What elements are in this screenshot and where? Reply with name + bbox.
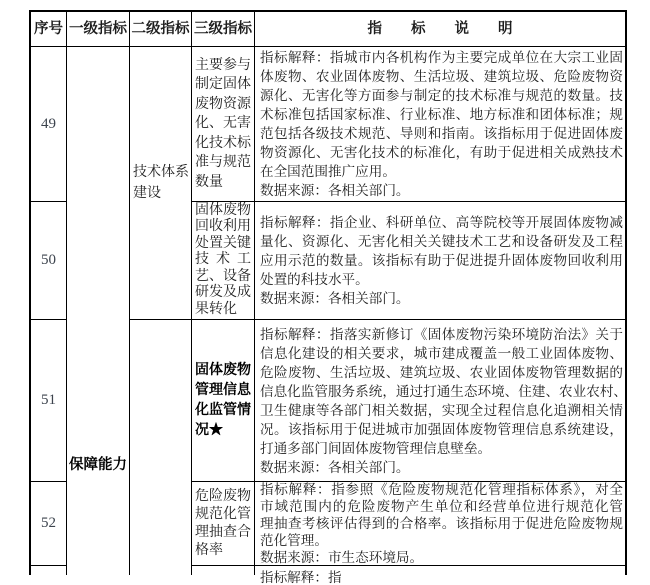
row-49-number: 49: [31, 47, 67, 202]
level2-indicator-empty-cell: [130, 320, 192, 575]
row-52-number: 52: [31, 482, 67, 566]
header-level1: 一级指标: [67, 12, 130, 47]
header-level3: 三级指标: [192, 12, 255, 47]
row-52-description: 指标解释：指参照《危险废物规范化管理指标体系》，对全 市域范围内的危险废物产生单位和经营单位进行规范化管 理抽查考核评估得到的合格率。该指标用于促进危险废物规 范化管理。 数据来源：市生态环境局。: [255, 482, 625, 566]
header-description: 指 标 说 明: [255, 12, 625, 47]
partial-row-number: [31, 566, 67, 575]
row-51-number: 51: [31, 320, 67, 482]
header-level2: 二级指标: [130, 12, 192, 47]
row-50-description: 指标解释：指企业、科研单位、高等院校等开展固体废物减 量化、资源化、无害化相关关键技术工艺和设备研发及工程 应用示范的数量。该指标有助于促进提升固体废物回收利用 处置的科技水平。 数据来源：各相关部门。: [255, 202, 625, 320]
row-50-number: 50: [31, 202, 67, 320]
partial-row-indicator: [192, 566, 255, 575]
row-51-description: 指标解释：指落实新修订《固体废物污染环境防治法》关于 信息化建设的相关要求，城市建成覆盖一般工业固体废物、 危险废物、生活垃圾、建筑垃圾、农业固体废物管理数据的 信息化监管服务系统，通过打通生态环境、住建、农业农村、 卫生健康等各部门相关数据，实现全过程信息化追溯相关情 况。该指标用于促进城市加强固体废物管理信息系统建设， 打通多部门间固体废物管理信息壁垒。 数据来源：各相关部门。: [255, 320, 625, 482]
level1-indicator-cell: 保障能力: [67, 47, 130, 575]
row-50-indicator: 固体废物 回收利用 处置关键 技术工 艺、设备 研发及成 果转化: [192, 202, 255, 320]
row-52-indicator: 危险废物 规范化管 理抽查合 格率: [192, 482, 255, 566]
indicator-table: [29, 10, 628, 585]
row-51-indicator: 固体废物 管理信息 化监管情 况★: [192, 320, 255, 482]
row-49-indicator: 主要参与 制定固体 废物资源 化、无害 化技术标 准与规范 数量: [192, 47, 255, 202]
level2-indicator-cell: 技术体系 建设: [130, 47, 192, 320]
partial-row-description: 指标解释：指: [260, 570, 342, 585]
header-no: 序号: [31, 12, 67, 47]
row-49-description: 指标解释：指城市内各机构作为主要完成单位在大宗工业固 体废物、农业固体废物、生活垃圾、建筑垃圾、危险废物资 源化、无害化等方面参与制定的技术标准与规范的数量。技 术标准包括国家标准、行业标准、地方标准和团体标准；规 范包括各级技术规范、导则和指南。该指标用于促进固体废 物资源化、无害化技术的标准化，有助于促进相关成熟技术 在全国范围推广应用。 数据来源：各相关部门。: [255, 47, 625, 202]
